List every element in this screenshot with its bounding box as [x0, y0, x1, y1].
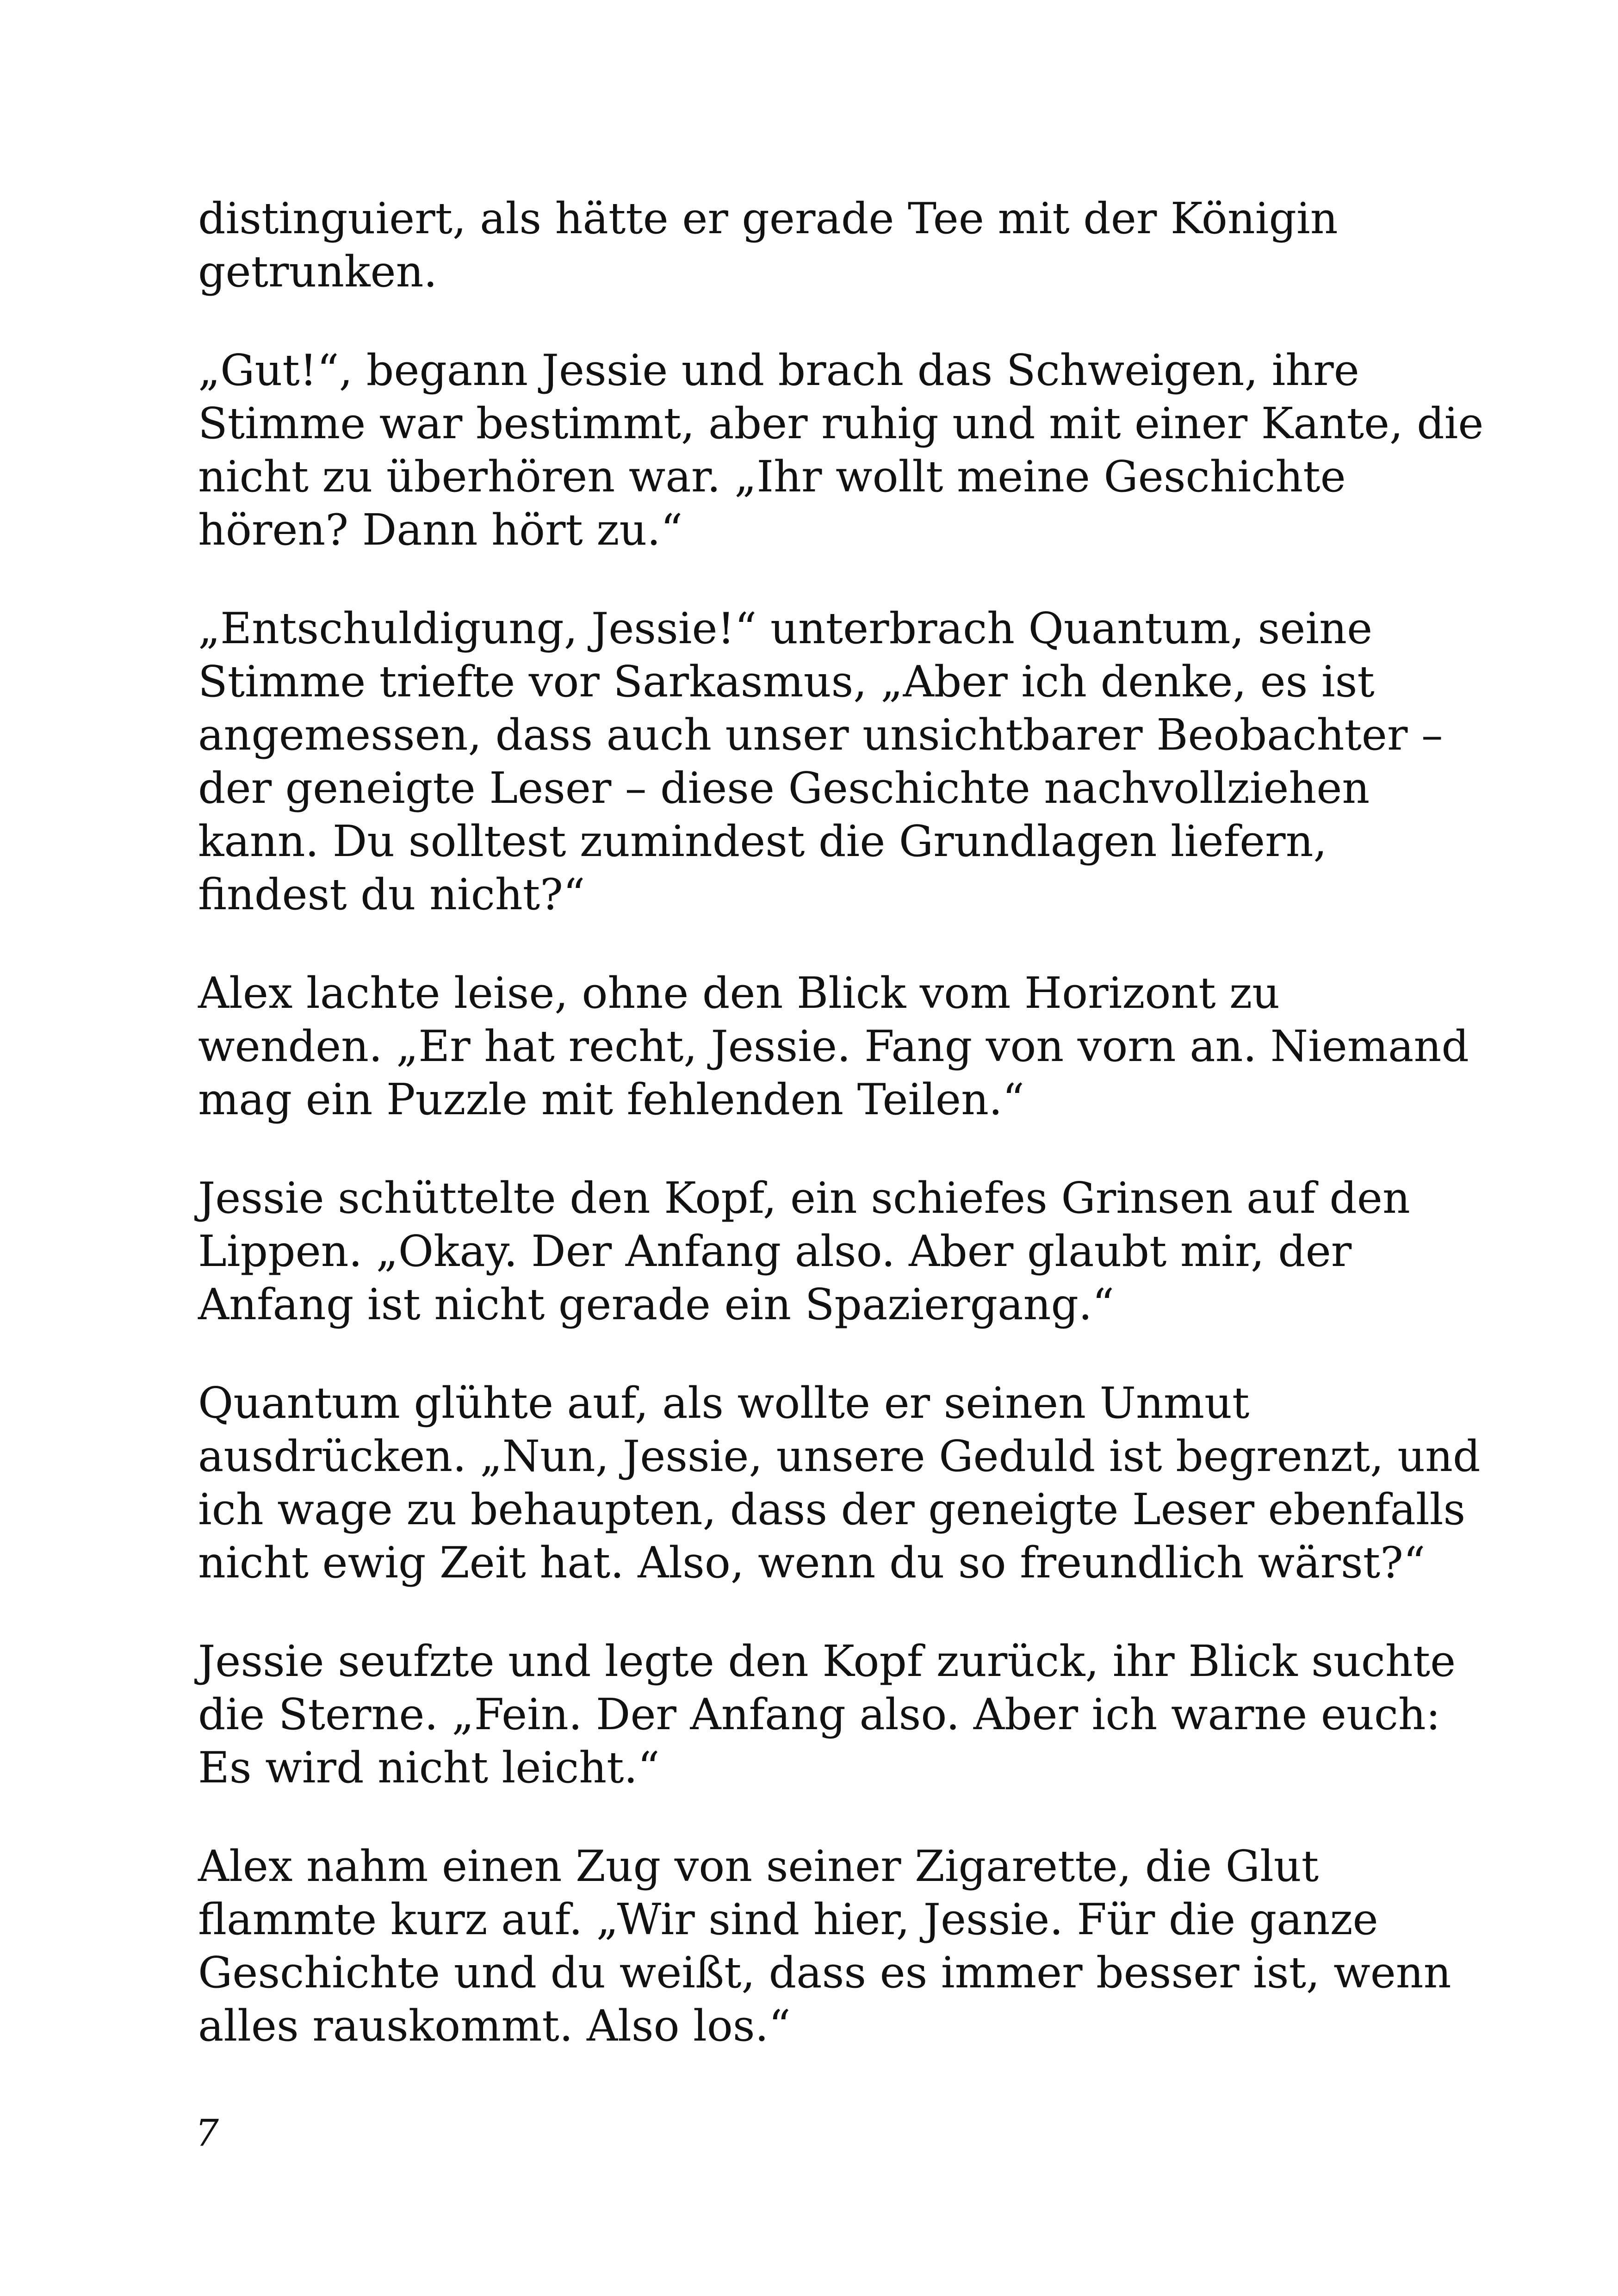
text-line: der geneigte Leser – diese Geschichte nachvollziehen — [198, 763, 1370, 813]
text-line: getrunken. — [198, 247, 438, 297]
text-line: ausdrücken. „Nun, Jessie, unsere Geduld ist begrenzt, und — [198, 1431, 1481, 1481]
paragraph-4 — [198, 967, 1469, 1126]
text-line: alles rauskommt. Also los.“ — [198, 2001, 791, 2051]
text-line: Jessie seufzte und legte den Kopf zurück, ihr Blick suchte — [198, 1636, 1456, 1686]
text-line: „Gut!“, begann Jessie und brach das Schweigen, ihre — [198, 345, 1359, 395]
text-line: Lippen. „Okay. Der Anfang also. Aber glaubt mir, der — [198, 1226, 1352, 1276]
text-line: kann. Du solltest zumindest die Grundlagen liefern, — [198, 816, 1327, 866]
text-line: Es wird nicht leicht.“ — [198, 1743, 660, 1793]
text-line: mag ein Puzzle mit fehlenden Teilen.“ — [198, 1074, 1025, 1124]
text-line: Geschichte und du weißt, dass es immer besser ist, wenn — [198, 1948, 1451, 1998]
text-line: Stimme triefte vor Sarkasmus, „Aber ich denke, es ist — [198, 657, 1375, 707]
text-line: flammte kurz auf. „Wir sind hier, Jessie. Für die ganze — [198, 1894, 1378, 1944]
text-line: wenden. „Er hat recht, Jessie. Fang von vorn an. Niemand — [198, 1021, 1469, 1071]
page-number: 7 — [195, 2111, 219, 2154]
paragraph-1 — [198, 192, 1429, 298]
paragraph-2 — [198, 344, 1484, 557]
text-line: ich wage zu behaupten, dass der geneigte Leser ebenfalls — [198, 1484, 1466, 1534]
text-line: Anfang ist nicht gerade ein Spaziergang.“ — [198, 1279, 1115, 1329]
paragraph-8 — [198, 1840, 1451, 2053]
text-line: Jessie schüttelte den Kopf, ein schiefes Grinsen auf den — [198, 1173, 1410, 1223]
text-line: Stimme war bestimmt, aber ruhig und mit einer Kante, die — [198, 398, 1484, 448]
paragraph-5 — [198, 1172, 1429, 1331]
paragraph-3 — [198, 602, 1443, 921]
text-line: distinguiert, als hätte er gerade Tee mit der Königin — [198, 193, 1338, 243]
paragraph-6 — [198, 1377, 1481, 1589]
paragraph-7 — [198, 1635, 1456, 1794]
text-line: „Entschuldigung, Jessie!“ unterbrach Quantum, seine — [198, 603, 1373, 653]
text-line: Alex nahm einen Zug von seiner Zigarette, die Glut — [198, 1841, 1319, 1891]
page-body — [198, 192, 1484, 2098]
text-line: nicht ewig Zeit hat. Also, wenn du so freundlich wärst?“ — [198, 1538, 1426, 1588]
text-line: Alex lachte leise, ohne den Blick vom Horizont zu — [198, 968, 1280, 1018]
text-line: nicht zu überhören war. „Ihr wollt meine Geschichte — [198, 452, 1346, 502]
text-line: Quantum glühte auf, als wollte er seinen Unmut — [198, 1378, 1250, 1428]
text-line: hören? Dann hört zu.“ — [198, 505, 683, 555]
text-line: angemessen, dass auch unser unsichtbarer Beobachter – — [198, 710, 1443, 760]
text-line: die Sterne. „Fein. Der Anfang also. Aber ich warne euch: — [198, 1689, 1441, 1739]
text-line: findest du nicht?“ — [198, 869, 585, 919]
